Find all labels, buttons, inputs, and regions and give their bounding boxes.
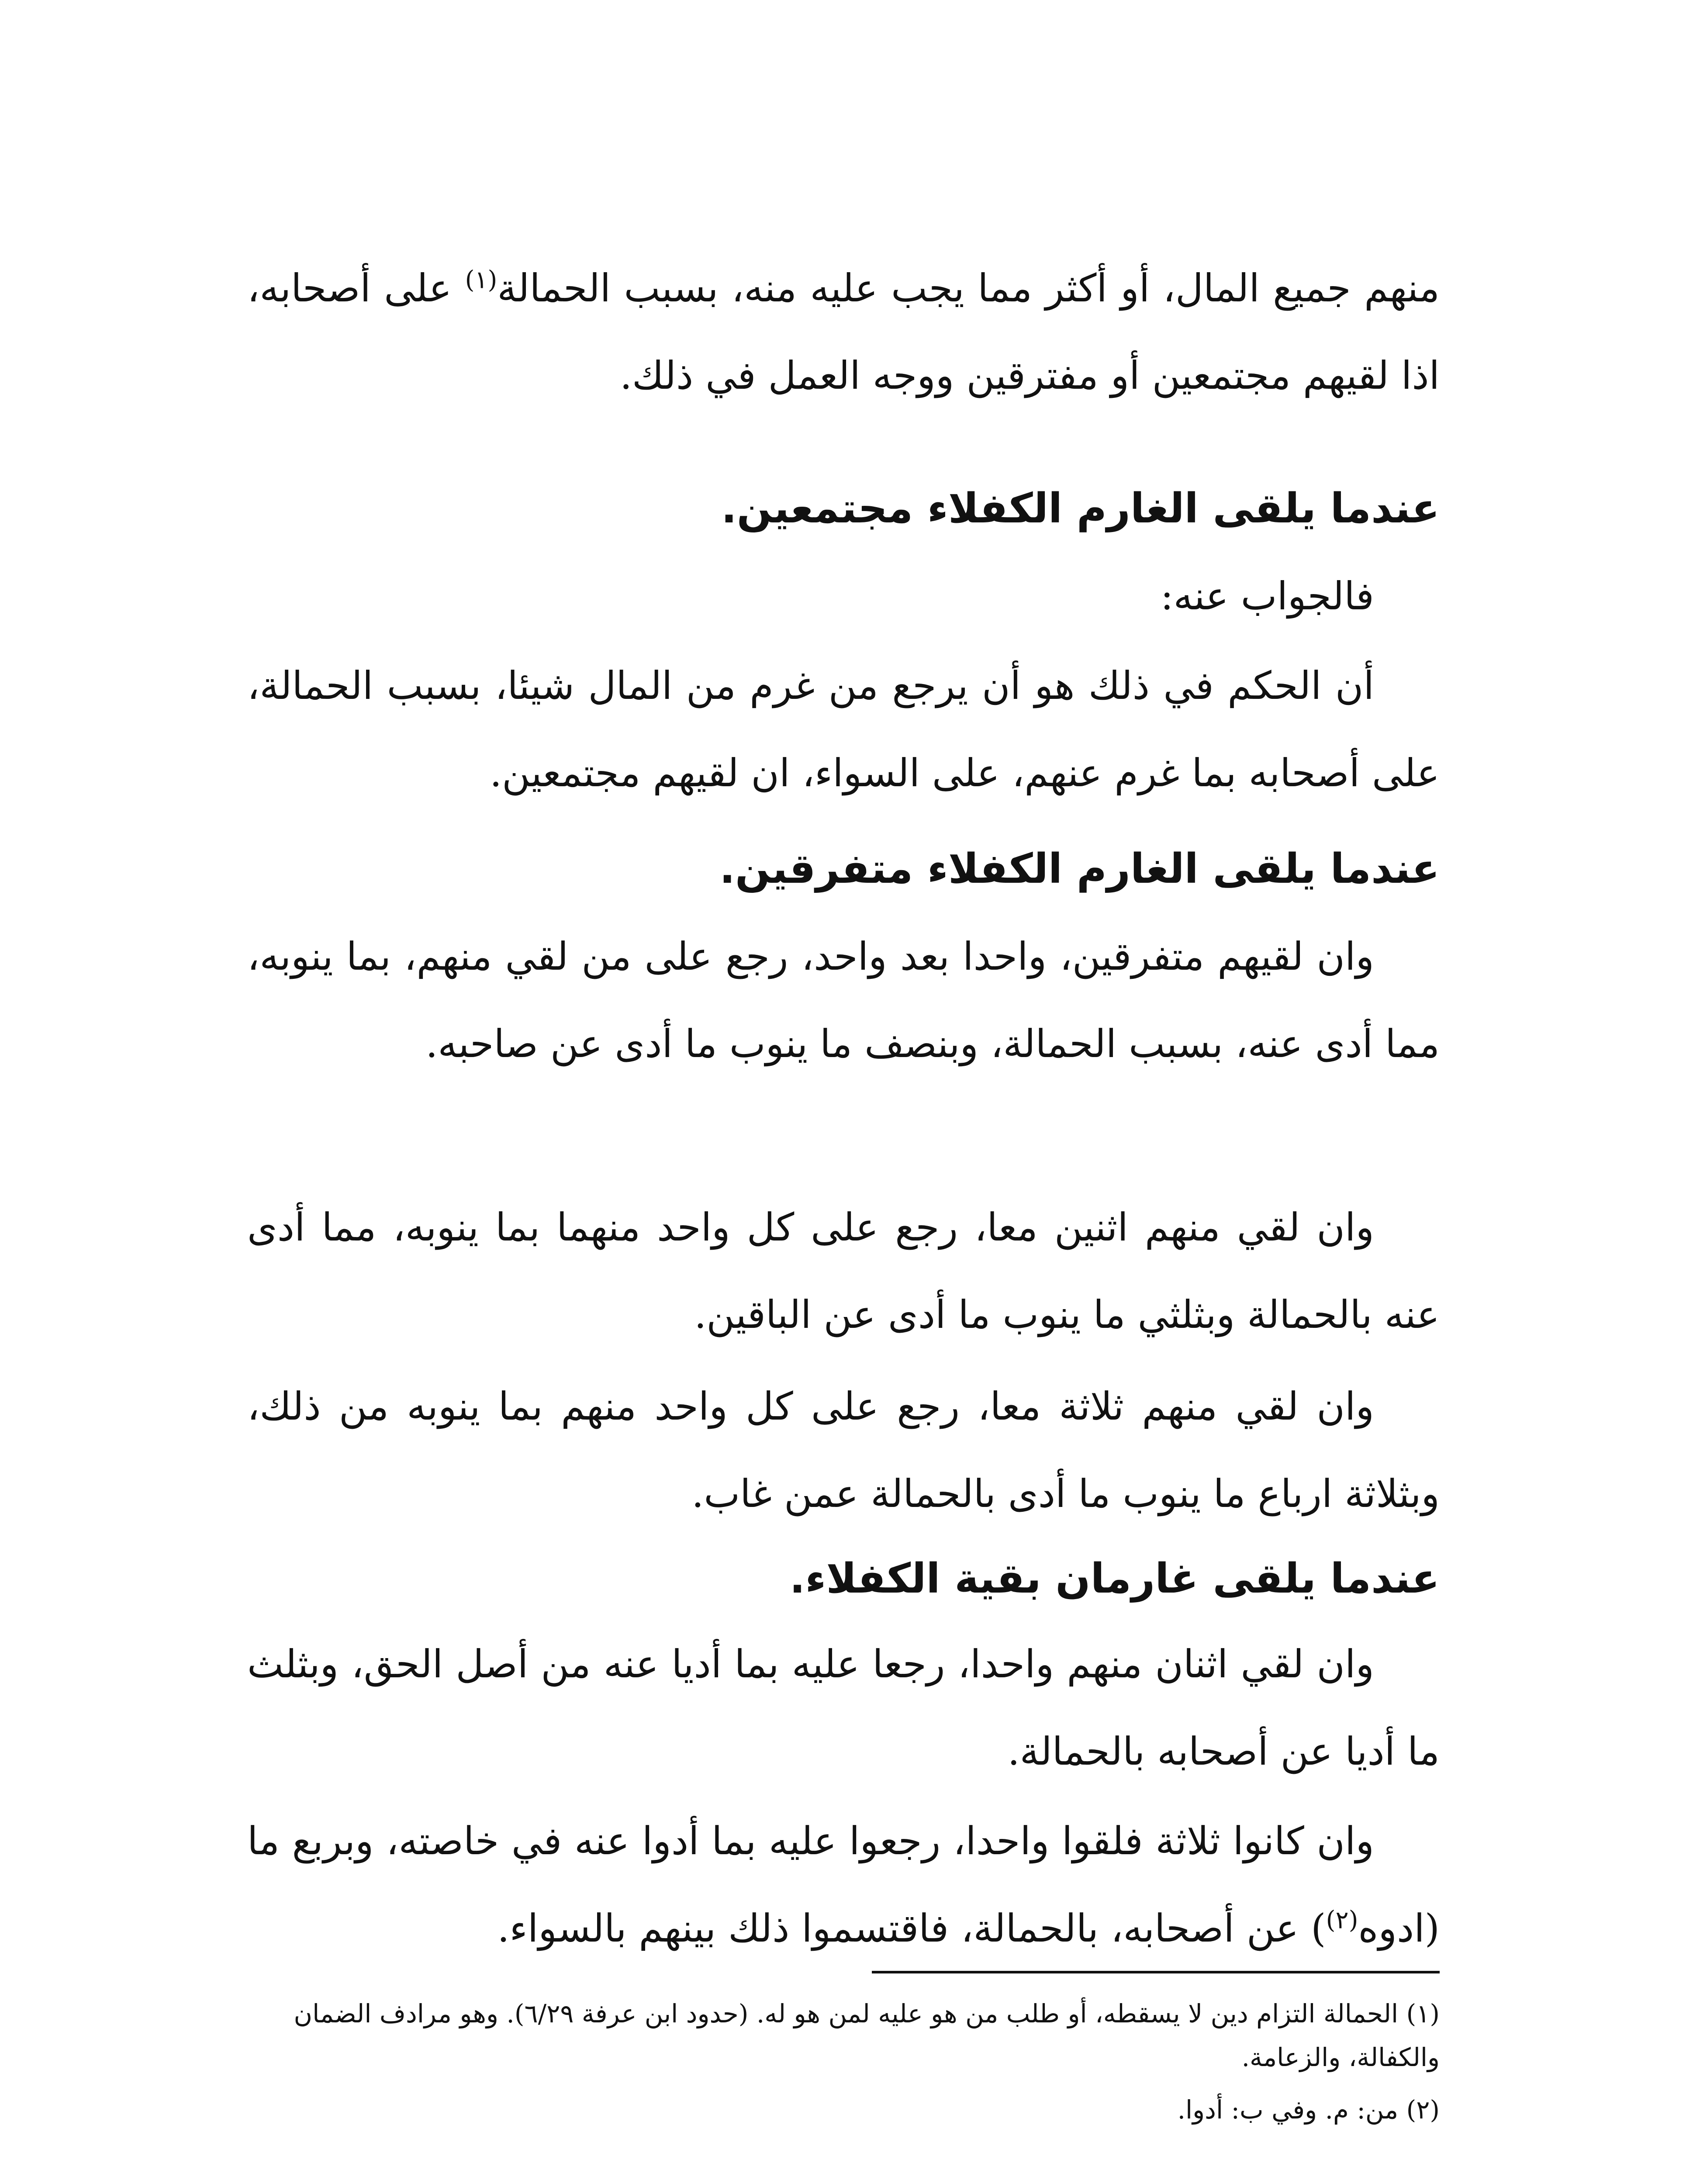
intro-text-part1: منهم جميع المال، أو أكثر مما يجب عليه منه، بسبب الحمالة [497, 266, 1440, 311]
answer-label: فالجواب عنه: [1160, 574, 1374, 619]
footnote-2: (٢) من: م. وفي ب: أدوا. [1177, 2095, 1440, 2125]
footnote-ref-1: (١) [465, 266, 498, 294]
section-heading-separate: عندما يلقى الغارم الكفلاء متفرقين. [719, 845, 1440, 893]
section3-paragraph-1: وان لقي اثنان منهم واحدا، رجعا عليه بما أديا عنه من أصل الحق، وبثلث ما أديا عن أصحابه بالحمالة. [247, 1641, 1440, 1774]
section2-paragraph-2: وان لقي منهم اثنين معا، رجع على كل واحد منهما بما ينوبه، مما أدى عنه بالحمالة وبثلثي ما ينوب ما أدى عن الباقين. [247, 1205, 1440, 1337]
footnotes [247, 1992, 1440, 2132]
section3-paragraph-2-part1: وان كانوا ثلاثة فلقوا واحدا، رجعوا عليه بما أدوا عنه في خاصته، وبربع ما (ادوه [247, 1818, 1440, 1951]
section-heading-together: عندما يلقى الغارم الكفلاء مجتمعين. [721, 485, 1440, 532]
section3-paragraph-2 [247, 1797, 1440, 1972]
section2-paragraph-1: وان لقيهم متفرقين، واحدا بعد واحد، رجع على من لقي منهم، بما ينوبه، مما أدى عنه، بسبب الحمالة، وبنصف ما ينوب ما أدى عن صاحبه. [247, 934, 1440, 1066]
section1-paragraph: أن الحكم في ذلك هو أن يرجع من غرم من المال شيئا، بسبب الحمالة، على أصحابه بما غرم عنهم، على السواء، ان لقيهم مجتمعين. [247, 663, 1440, 795]
section-heading-two-debtors: عندما يلقى غارمان بقية الكفلاء. [789, 1555, 1440, 1603]
footnote-1: (١) الحمالة التزام دين لا يسقطه، أو طلب من هو عليه لمن هو له. (حدود ابن عرفة ٦/٢٩). وهو مرادف الضمان والكفالة، والزعامة. [294, 1999, 1440, 2072]
section3-paragraph-2-part2: ) عن أصحابه، بالحمالة، فاقتسموا ذلك بينهم بالسواء. [497, 1906, 1326, 1951]
intro-paragraph [247, 245, 1440, 419]
footnote-ref-2: (٢) [1326, 1906, 1358, 1935]
section2-paragraph-3: وان لقي منهم ثلاثة معا، رجع على كل واحد منهم بما ينوبه من ذلك، وبثلاثة ارباع ما ينوب ما أدى بالحمالة عمن غاب. [247, 1384, 1440, 1516]
intro-text-part2: على أصحابه، اذا لقيهم مجتمعين أو مفترقين ووجه العمل في ذلك. [247, 266, 1440, 398]
footnote-divider [872, 1971, 1440, 1973]
